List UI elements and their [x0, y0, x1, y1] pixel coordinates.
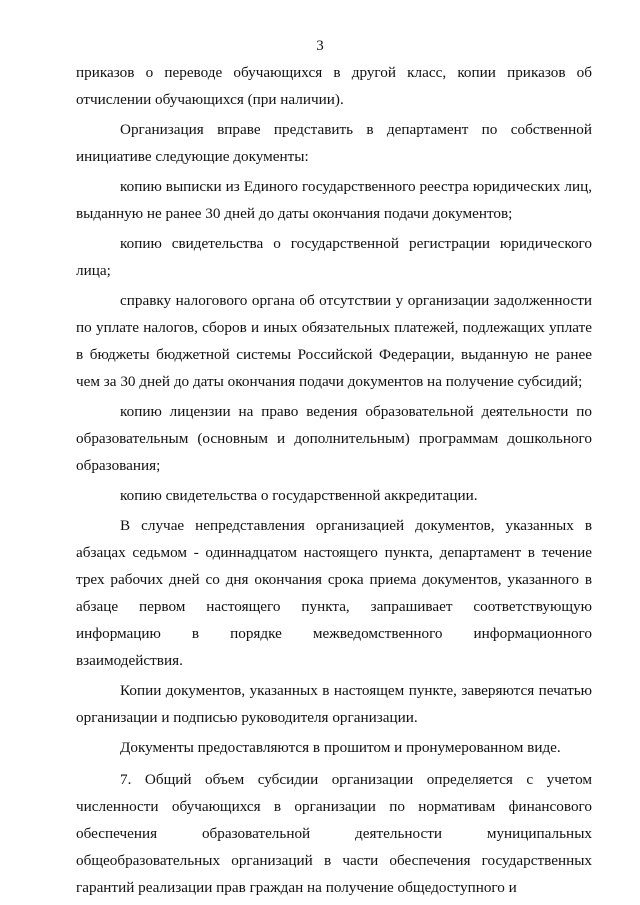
paragraph-tax-certificate: справку налогового органа об отсутствии у организации задолженности по уплате налогов, сборов и иных обязательных платежей, подлежащих уплате в бюджеты бюджетной системы Российской Федерации, выданную не ранее чем за 30 дней до даты окончания подачи документов на получение субсидий; — [76, 292, 592, 390]
paragraph-certification: Копии документов, указанных в настоящем пункте, заверяются печатью организации и подписью руководителя организации. — [76, 682, 592, 726]
paragraph-registry-extract: копию выписки из Единого государственного реестра юридических лиц, выданную не ранее 30 дней до даты окончания подачи документов; — [76, 178, 592, 222]
paragraph-binding: Документы предоставляются в прошитом и пронумерованном виде. — [120, 739, 561, 756]
paragraph-registration-certificate: копию свидетельства о государственной регистрации юридического лица; — [76, 235, 592, 279]
paragraph-optional-documents-intro: Организация вправе представить в департамент по собственной инициативе следующие документы: — [76, 121, 592, 165]
paragraph-accreditation-copy: копию свидетельства о государственной аккредитации. — [120, 487, 478, 504]
paragraph-license-copy: копию лицензии на право ведения образовательной деятельности по образовательным (основным и дополнительным) программам дошкольного образования; — [76, 403, 592, 474]
paragraph-non-submission: В случае непредставления организацией документов, указанных в абзацах седьмом - одиннадцатом настоящего пункта, департамент в течение трех рабочих дней со дня окончания срока приема документов, указанного в абзаце первом настоящего пункта, запрашивает соответствующую информацию в порядке межведомственного информационного взаимодействия. — [76, 517, 592, 669]
paragraph-item-7: 7. Общий объем субсидии организации определяется с учетом численности обучающихся в организации по нормативам финансового обеспечения образовательной деятельности муниципальных общеобразовательных организаций в части обеспечения государственных гарантий реализации прав граждан на получение общедоступного и — [76, 771, 592, 896]
page-number: 3 — [316, 38, 324, 54]
paragraph-continuation: приказов о переводе обучающихся в другой класс, копии приказов об отчислении обучающихся (при наличии). — [76, 64, 592, 108]
document-body — [76, 59, 592, 901]
